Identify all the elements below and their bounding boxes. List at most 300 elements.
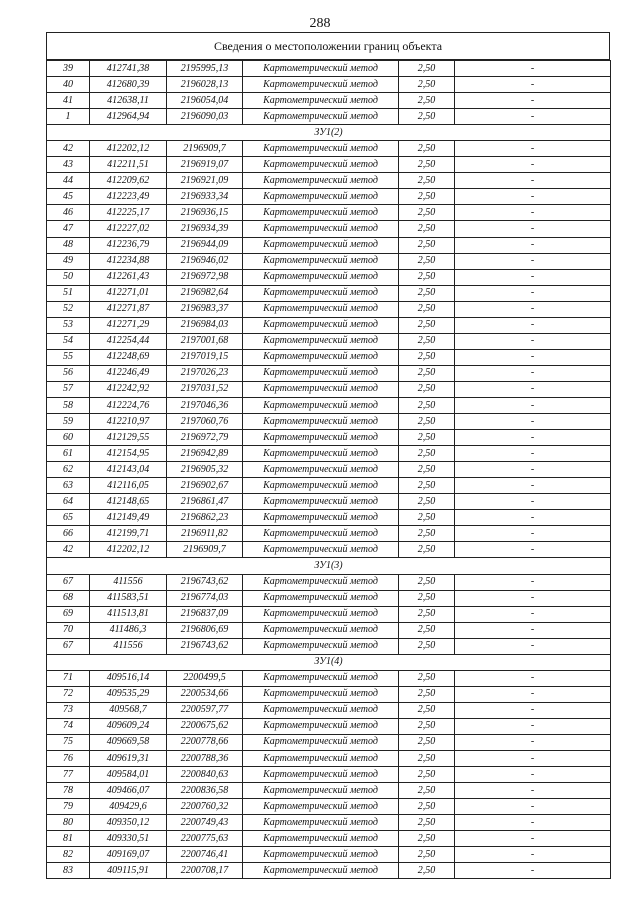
method-cell: Картометрический метод [243, 365, 399, 381]
description-cell: - [455, 638, 611, 654]
precision-cell: 2,50 [399, 109, 455, 125]
point-number-cell: 73 [47, 702, 90, 718]
method-cell: Картометрический метод [243, 702, 399, 718]
x-coordinate-cell: 412154,95 [90, 446, 167, 462]
precision-cell: 2,50 [399, 446, 455, 462]
x-coordinate-cell: 412225,17 [90, 205, 167, 221]
method-cell: Картометрический метод [243, 333, 399, 349]
table-row [47, 462, 611, 478]
description-cell: - [455, 157, 611, 173]
x-coordinate-cell: 412741,38 [90, 61, 167, 77]
point-number-cell: 46 [47, 205, 90, 221]
precision-cell: 2,50 [399, 751, 455, 767]
y-coordinate-cell: 2200675,62 [167, 718, 243, 734]
y-coordinate-cell: 2196806,69 [167, 622, 243, 638]
x-coordinate-cell: 409609,24 [90, 718, 167, 734]
x-coordinate-cell: 409330,51 [90, 831, 167, 847]
table-row [47, 510, 611, 526]
table-row [47, 686, 611, 702]
x-coordinate-cell: 411486,3 [90, 622, 167, 638]
table-row [47, 381, 611, 397]
y-coordinate-cell: 2196837,09 [167, 606, 243, 622]
precision-cell: 2,50 [399, 333, 455, 349]
point-number-cell: 80 [47, 815, 90, 831]
table-row [47, 77, 611, 93]
precision-cell: 2,50 [399, 237, 455, 253]
method-cell: Картометрический метод [243, 847, 399, 863]
description-cell: - [455, 606, 611, 622]
precision-cell: 2,50 [399, 157, 455, 173]
point-number-cell: 65 [47, 510, 90, 526]
description-cell: - [455, 141, 611, 157]
description-cell: - [455, 301, 611, 317]
description-cell: - [455, 574, 611, 590]
y-coordinate-cell: 2196984,03 [167, 317, 243, 333]
x-coordinate-cell: 412143,04 [90, 462, 167, 478]
y-coordinate-cell: 2200708,17 [167, 863, 243, 879]
x-coordinate-cell: 409568,7 [90, 702, 167, 718]
point-number-cell: 68 [47, 590, 90, 606]
x-coordinate-cell: 412234,88 [90, 253, 167, 269]
y-coordinate-cell: 2196774,03 [167, 590, 243, 606]
precision-cell: 2,50 [399, 317, 455, 333]
method-cell: Картометрический метод [243, 734, 399, 750]
point-number-cell: 69 [47, 606, 90, 622]
point-number-cell: 59 [47, 414, 90, 430]
method-cell: Картометрический метод [243, 622, 399, 638]
precision-cell: 2,50 [399, 93, 455, 109]
precision-cell: 2,50 [399, 285, 455, 301]
x-coordinate-cell: 412223,49 [90, 189, 167, 205]
y-coordinate-cell: 2196944,09 [167, 237, 243, 253]
precision-cell: 2,50 [399, 815, 455, 831]
precision-cell: 2,50 [399, 381, 455, 397]
precision-cell: 2,50 [399, 702, 455, 718]
point-number-cell: 78 [47, 783, 90, 799]
point-number-cell: 58 [47, 397, 90, 413]
precision-cell: 2,50 [399, 349, 455, 365]
point-number-cell: 60 [47, 430, 90, 446]
table-row [47, 670, 611, 686]
point-number-cell: 56 [47, 365, 90, 381]
precision-cell: 2,50 [399, 638, 455, 654]
description-cell: - [455, 381, 611, 397]
point-number-cell: 76 [47, 751, 90, 767]
description-cell: - [455, 365, 611, 381]
point-number-cell: 1 [47, 109, 90, 125]
description-cell: - [455, 93, 611, 109]
description-cell: - [455, 462, 611, 478]
method-cell: Картометрический метод [243, 317, 399, 333]
table-row [47, 237, 611, 253]
y-coordinate-cell: 2197046,36 [167, 397, 243, 413]
y-coordinate-cell: 2196934,39 [167, 221, 243, 237]
table-row [47, 815, 611, 831]
method-cell: Картометрический метод [243, 526, 399, 542]
method-cell: Картометрический метод [243, 109, 399, 125]
method-cell: Картометрический метод [243, 93, 399, 109]
description-cell: - [455, 446, 611, 462]
table-row [47, 718, 611, 734]
description-cell: - [455, 815, 611, 831]
y-coordinate-cell: 2200597,77 [167, 702, 243, 718]
section-header-row [47, 558, 611, 574]
precision-cell: 2,50 [399, 414, 455, 430]
table-row [47, 221, 611, 237]
x-coordinate-cell: 409466,07 [90, 783, 167, 799]
x-coordinate-cell: 412248,69 [90, 349, 167, 365]
method-cell: Картометрический метод [243, 237, 399, 253]
description-cell: - [455, 783, 611, 799]
table-row [47, 638, 611, 654]
table-row [47, 831, 611, 847]
y-coordinate-cell: 2200746,41 [167, 847, 243, 863]
point-number-cell: 66 [47, 526, 90, 542]
y-coordinate-cell: 2196982,64 [167, 285, 243, 301]
table-row [47, 285, 611, 301]
method-cell: Картометрический метод [243, 718, 399, 734]
description-cell: - [455, 221, 611, 237]
y-coordinate-cell: 2200775,63 [167, 831, 243, 847]
description-cell: - [455, 847, 611, 863]
table-row [47, 173, 611, 189]
x-coordinate-cell: 412680,39 [90, 77, 167, 93]
precision-cell: 2,50 [399, 542, 455, 558]
description-cell: - [455, 670, 611, 686]
method-cell: Картометрический метод [243, 301, 399, 317]
point-number-cell: 52 [47, 301, 90, 317]
table-row [47, 317, 611, 333]
section-header-row [47, 125, 611, 141]
method-cell: Картометрический метод [243, 574, 399, 590]
y-coordinate-cell: 2197001,68 [167, 333, 243, 349]
y-coordinate-cell: 2196028,13 [167, 77, 243, 93]
x-coordinate-cell: 412261,43 [90, 269, 167, 285]
y-coordinate-cell: 2200836,58 [167, 783, 243, 799]
page-number: 288 [309, 16, 331, 31]
description-cell: - [455, 863, 611, 879]
table-row [47, 847, 611, 863]
description-cell: - [455, 173, 611, 189]
method-cell: Картометрический метод [243, 446, 399, 462]
coordinates-table [46, 60, 611, 879]
description-cell: - [455, 285, 611, 301]
precision-cell: 2,50 [399, 253, 455, 269]
precision-cell: 2,50 [399, 767, 455, 783]
y-coordinate-cell: 2196983,37 [167, 301, 243, 317]
point-number-cell: 79 [47, 799, 90, 815]
table-row [47, 478, 611, 494]
x-coordinate-cell: 412964,94 [90, 109, 167, 125]
table-row [47, 606, 611, 622]
point-number-cell: 47 [47, 221, 90, 237]
precision-cell: 2,50 [399, 365, 455, 381]
point-number-cell: 70 [47, 622, 90, 638]
x-coordinate-cell: 412211,51 [90, 157, 167, 173]
description-cell: - [455, 61, 611, 77]
description-cell: - [455, 77, 611, 93]
description-cell: - [455, 205, 611, 221]
precision-cell: 2,50 [399, 510, 455, 526]
table-row [47, 622, 611, 638]
method-cell: Картометрический метод [243, 381, 399, 397]
method-cell: Картометрический метод [243, 221, 399, 237]
section-header-row [47, 654, 611, 670]
table-row [47, 157, 611, 173]
table-row [47, 574, 611, 590]
precision-cell: 2,50 [399, 686, 455, 702]
method-cell: Картометрический метод [243, 205, 399, 221]
description-cell: - [455, 253, 611, 269]
method-cell: Картометрический метод [243, 478, 399, 494]
point-number-cell: 64 [47, 494, 90, 510]
y-coordinate-cell: 2197031,52 [167, 381, 243, 397]
precision-cell: 2,50 [399, 718, 455, 734]
y-coordinate-cell: 2196743,62 [167, 574, 243, 590]
method-cell: Картометрический метод [243, 397, 399, 413]
y-coordinate-cell: 2200840,63 [167, 767, 243, 783]
section-label: ЗУ1(3) [47, 558, 611, 574]
point-number-cell: 42 [47, 141, 90, 157]
precision-cell: 2,50 [399, 863, 455, 879]
description-cell: - [455, 799, 611, 815]
precision-cell: 2,50 [399, 141, 455, 157]
description-cell: - [455, 478, 611, 494]
precision-cell: 2,50 [399, 526, 455, 542]
x-coordinate-cell: 409350,12 [90, 815, 167, 831]
y-coordinate-cell: 2196946,02 [167, 253, 243, 269]
x-coordinate-cell: 411556 [90, 638, 167, 654]
method-cell: Картометрический метод [243, 767, 399, 783]
table-row [47, 446, 611, 462]
y-coordinate-cell: 2196054,04 [167, 93, 243, 109]
table-row [47, 61, 611, 77]
table-row [47, 430, 611, 446]
description-cell: - [455, 494, 611, 510]
table-row [47, 783, 611, 799]
precision-cell: 2,50 [399, 61, 455, 77]
x-coordinate-cell: 412236,79 [90, 237, 167, 253]
description-cell: - [455, 702, 611, 718]
method-cell: Картометрический метод [243, 157, 399, 173]
table-row [47, 93, 611, 109]
point-number-cell: 54 [47, 333, 90, 349]
description-cell: - [455, 269, 611, 285]
x-coordinate-cell: 412271,01 [90, 285, 167, 301]
method-cell: Картометрический метод [243, 285, 399, 301]
method-cell: Картометрический метод [243, 510, 399, 526]
x-coordinate-cell: 412254,44 [90, 333, 167, 349]
section-label: ЗУ1(2) [47, 125, 611, 141]
x-coordinate-cell: 409584,01 [90, 767, 167, 783]
description-cell: - [455, 718, 611, 734]
x-coordinate-cell: 409169,07 [90, 847, 167, 863]
table-row [47, 349, 611, 365]
method-cell: Картометрический метод [243, 751, 399, 767]
y-coordinate-cell: 2196909,7 [167, 542, 243, 558]
table-row [47, 333, 611, 349]
point-number-cell: 83 [47, 863, 90, 879]
table-row [47, 734, 611, 750]
description-cell: - [455, 189, 611, 205]
point-number-cell: 82 [47, 847, 90, 863]
method-cell: Картометрический метод [243, 189, 399, 205]
precision-cell: 2,50 [399, 622, 455, 638]
description-cell: - [455, 333, 611, 349]
x-coordinate-cell: 412149,49 [90, 510, 167, 526]
y-coordinate-cell: 2195995,13 [167, 61, 243, 77]
y-coordinate-cell: 2200760,32 [167, 799, 243, 815]
x-coordinate-cell: 412271,29 [90, 317, 167, 333]
table-row [47, 301, 611, 317]
precision-cell: 2,50 [399, 670, 455, 686]
precision-cell: 2,50 [399, 478, 455, 494]
precision-cell: 2,50 [399, 301, 455, 317]
x-coordinate-cell: 412209,62 [90, 173, 167, 189]
y-coordinate-cell: 2196933,34 [167, 189, 243, 205]
x-coordinate-cell: 412116,05 [90, 478, 167, 494]
x-coordinate-cell: 412199,71 [90, 526, 167, 542]
x-coordinate-cell: 412129,55 [90, 430, 167, 446]
description-cell: - [455, 237, 611, 253]
table-row [47, 542, 611, 558]
x-coordinate-cell: 412638,11 [90, 93, 167, 109]
table-row [47, 109, 611, 125]
y-coordinate-cell: 2200788,36 [167, 751, 243, 767]
x-coordinate-cell: 412246,49 [90, 365, 167, 381]
y-coordinate-cell: 2196902,67 [167, 478, 243, 494]
precision-cell: 2,50 [399, 574, 455, 590]
description-cell: - [455, 510, 611, 526]
description-cell: - [455, 751, 611, 767]
method-cell: Картометрический метод [243, 349, 399, 365]
method-cell: Картометрический метод [243, 462, 399, 478]
x-coordinate-cell: 411556 [90, 574, 167, 590]
y-coordinate-cell: 2200499,5 [167, 670, 243, 686]
method-cell: Картометрический метод [243, 141, 399, 157]
precision-cell: 2,50 [399, 799, 455, 815]
table-row [47, 702, 611, 718]
x-coordinate-cell: 411583,51 [90, 590, 167, 606]
method-cell: Картометрический метод [243, 253, 399, 269]
precision-cell: 2,50 [399, 831, 455, 847]
point-number-cell: 53 [47, 317, 90, 333]
point-number-cell: 67 [47, 574, 90, 590]
point-number-cell: 57 [47, 381, 90, 397]
y-coordinate-cell: 2197060,76 [167, 414, 243, 430]
method-cell: Картометрический метод [243, 430, 399, 446]
method-cell: Картометрический метод [243, 542, 399, 558]
y-coordinate-cell: 2196919,07 [167, 157, 243, 173]
table-row [47, 189, 611, 205]
y-coordinate-cell: 2197019,15 [167, 349, 243, 365]
x-coordinate-cell: 412202,12 [90, 542, 167, 558]
point-number-cell: 48 [47, 237, 90, 253]
x-coordinate-cell: 409429,6 [90, 799, 167, 815]
x-coordinate-cell: 412148,65 [90, 494, 167, 510]
method-cell: Картометрический метод [243, 414, 399, 430]
boundary-sheet [46, 32, 610, 879]
y-coordinate-cell: 2196942,89 [167, 446, 243, 462]
table-title: Сведения о местоположении границ объекта [46, 32, 610, 60]
description-cell: - [455, 831, 611, 847]
method-cell: Картометрический метод [243, 590, 399, 606]
x-coordinate-cell: 409115,91 [90, 863, 167, 879]
precision-cell: 2,50 [399, 221, 455, 237]
y-coordinate-cell: 2200534,66 [167, 686, 243, 702]
table-row [47, 141, 611, 157]
precision-cell: 2,50 [399, 590, 455, 606]
description-cell: - [455, 686, 611, 702]
table-row [47, 253, 611, 269]
precision-cell: 2,50 [399, 397, 455, 413]
method-cell: Картометрический метод [243, 61, 399, 77]
table-row [47, 863, 611, 879]
table-row [47, 414, 611, 430]
point-number-cell: 49 [47, 253, 90, 269]
table-row [47, 494, 611, 510]
x-coordinate-cell: 412242,92 [90, 381, 167, 397]
description-cell: - [455, 430, 611, 446]
description-cell: - [455, 317, 611, 333]
point-number-cell: 55 [47, 349, 90, 365]
point-number-cell: 45 [47, 189, 90, 205]
y-coordinate-cell: 2196911,82 [167, 526, 243, 542]
method-cell: Картометрический метод [243, 77, 399, 93]
point-number-cell: 72 [47, 686, 90, 702]
description-cell: - [455, 542, 611, 558]
x-coordinate-cell: 412224,76 [90, 397, 167, 413]
point-number-cell: 75 [47, 734, 90, 750]
point-number-cell: 74 [47, 718, 90, 734]
method-cell: Картометрический метод [243, 670, 399, 686]
y-coordinate-cell: 2200778,66 [167, 734, 243, 750]
precision-cell: 2,50 [399, 173, 455, 189]
table-row [47, 751, 611, 767]
y-coordinate-cell: 2196936,15 [167, 205, 243, 221]
point-number-cell: 43 [47, 157, 90, 173]
precision-cell: 2,50 [399, 77, 455, 93]
method-cell: Картометрический метод [243, 269, 399, 285]
point-number-cell: 62 [47, 462, 90, 478]
x-coordinate-cell: 409619,31 [90, 751, 167, 767]
point-number-cell: 63 [47, 478, 90, 494]
method-cell: Картометрический метод [243, 686, 399, 702]
method-cell: Картометрический метод [243, 799, 399, 815]
point-number-cell: 77 [47, 767, 90, 783]
precision-cell: 2,50 [399, 205, 455, 221]
precision-cell: 2,50 [399, 783, 455, 799]
y-coordinate-cell: 2196090,03 [167, 109, 243, 125]
y-coordinate-cell: 2196909,7 [167, 141, 243, 157]
method-cell: Картометрический метод [243, 831, 399, 847]
precision-cell: 2,50 [399, 734, 455, 750]
precision-cell: 2,50 [399, 189, 455, 205]
point-number-cell: 81 [47, 831, 90, 847]
description-cell: - [455, 349, 611, 365]
table-row [47, 365, 611, 381]
precision-cell: 2,50 [399, 462, 455, 478]
x-coordinate-cell: 412210,97 [90, 414, 167, 430]
table-row [47, 590, 611, 606]
point-number-cell: 42 [47, 542, 90, 558]
method-cell: Картометрический метод [243, 815, 399, 831]
description-cell: - [455, 109, 611, 125]
method-cell: Картометрический метод [243, 863, 399, 879]
point-number-cell: 39 [47, 61, 90, 77]
method-cell: Картометрический метод [243, 173, 399, 189]
x-coordinate-cell: 409516,14 [90, 670, 167, 686]
